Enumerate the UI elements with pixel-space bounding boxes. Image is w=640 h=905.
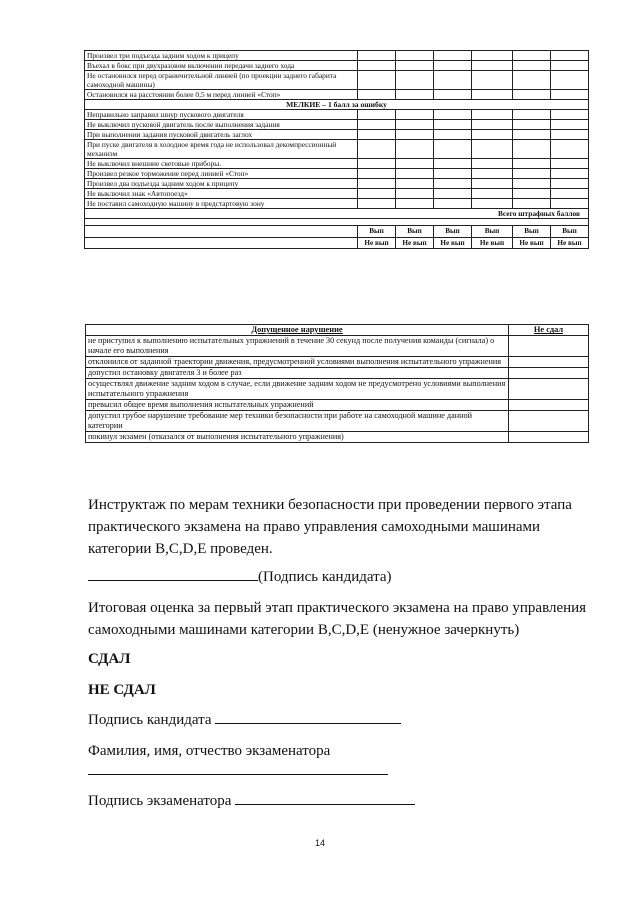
violation-mark-cell <box>509 411 589 432</box>
score-cell <box>513 169 551 179</box>
violation-row <box>86 368 589 379</box>
score-cell <box>434 159 472 169</box>
score-cell <box>551 189 589 199</box>
result-pass-row <box>85 226 589 238</box>
score-cell <box>513 110 551 120</box>
result-fail-label: Не вып <box>551 237 589 249</box>
score-cell <box>472 61 513 71</box>
score-cell <box>551 120 589 130</box>
result-fail-row <box>85 237 589 249</box>
score-cell <box>472 110 513 120</box>
score-cell <box>472 130 513 140</box>
penalty-row <box>85 169 589 179</box>
violation-description: допустил остановку двигателя 3 и более раз <box>86 368 509 379</box>
score-cell <box>396 110 434 120</box>
total-row <box>85 209 589 219</box>
score-cell <box>472 140 513 159</box>
examiner-name-field <box>88 760 588 782</box>
score-cell <box>472 159 513 169</box>
penalty-row <box>85 189 589 199</box>
score-cell <box>396 140 434 159</box>
score-cell <box>358 199 396 209</box>
examiner-name-underline <box>88 774 388 775</box>
score-cell <box>434 140 472 159</box>
score-cell <box>513 189 551 199</box>
score-cell <box>434 71 472 90</box>
violation-row <box>86 400 589 411</box>
penalty-row <box>85 140 589 159</box>
score-cell <box>551 130 589 140</box>
violation-header: Допущенное нарушение <box>86 325 509 336</box>
score-cell <box>434 61 472 71</box>
score-cell <box>358 189 396 199</box>
penalty-row <box>85 51 589 61</box>
page-number: 14 <box>314 838 325 848</box>
score-cell <box>434 90 472 100</box>
score-cell <box>551 169 589 179</box>
candidate-signature-label: Подпись кандидата <box>88 712 212 728</box>
score-cell <box>551 179 589 189</box>
score-cell <box>358 90 396 100</box>
penalty-row <box>85 159 589 169</box>
score-cell <box>358 71 396 90</box>
penalty-description: Въехал в бокс при двухразовом включении передачи заднего хода <box>85 61 358 71</box>
penalty-row <box>85 199 589 209</box>
score-cell <box>513 199 551 209</box>
candidate-signature-field <box>88 709 588 731</box>
penalty-description: Не остановился перед ограничительной линией (по проекции заднего габарита самоходной машины) <box>85 71 358 90</box>
score-cell <box>358 169 396 179</box>
violation-description: не приступил к выполнению испытательных упражнений в течение 30 секунд после получения команды (сигнала) о начале его выполнения <box>86 336 509 357</box>
score-cell <box>434 199 472 209</box>
penalty-description: Не выключил знак «Автопоезд» <box>85 189 358 199</box>
score-cell <box>396 71 434 90</box>
candidate-signature-underline <box>215 723 401 724</box>
violation-description: отклонился от заданной траектории движения, предусмотренной условиями выполнения испытательного упражнения <box>86 357 509 368</box>
score-cell <box>472 199 513 209</box>
violation-row <box>86 379 589 400</box>
score-cell <box>396 179 434 189</box>
score-cell <box>551 51 589 61</box>
score-cell <box>513 120 551 130</box>
score-cell <box>396 199 434 209</box>
score-cell <box>434 179 472 189</box>
result-label-cell <box>85 237 358 249</box>
score-cell <box>434 110 472 120</box>
penalty-description: Произвел три подъезда задним ходом к прицепу <box>85 51 358 61</box>
score-cell <box>472 90 513 100</box>
violation-description: покинул экзамен (отказался от выполнения испытательного упражнения) <box>86 432 509 443</box>
score-cell <box>513 90 551 100</box>
total-penalty-label: Всего штрафных баллов <box>85 209 589 219</box>
score-cell <box>472 179 513 189</box>
penalty-row <box>85 130 589 140</box>
result-pass-label: Вып <box>358 226 396 238</box>
penalty-description: Остановился на расстоянии более 0,5 м перед линией «Стоп» <box>85 90 358 100</box>
score-cell <box>396 120 434 130</box>
penalty-row <box>85 120 589 130</box>
penalty-description: Неправильно заправил шнур пускового двигателя <box>85 110 358 120</box>
violation-mark-cell <box>509 368 589 379</box>
violation-mark-cell <box>509 400 589 411</box>
score-cell <box>472 51 513 61</box>
candidate-signature-caption: (Подпись кандидата) <box>258 569 392 585</box>
score-cell <box>513 51 551 61</box>
result-fail-label: Не вып <box>434 237 472 249</box>
result-fail-label: Не вып <box>358 237 396 249</box>
passed-option: СДАЛ <box>88 651 131 667</box>
score-cell <box>472 169 513 179</box>
penalty-description: Не выключил пусковой двигатель после выполнения задания <box>85 120 358 130</box>
result-fail-label: Не вып <box>396 237 434 249</box>
section-row <box>85 100 589 110</box>
result-pass-label: Вып <box>472 226 513 238</box>
penalty-description: При пуске двигателя в холодное время года не использовал декомпрессионный механизм <box>85 140 358 159</box>
score-cell <box>551 110 589 120</box>
score-cell <box>358 159 396 169</box>
score-cell <box>396 90 434 100</box>
result-pass-label: Вып <box>513 226 551 238</box>
score-cell <box>434 120 472 130</box>
section-small-errors: МЕЛКИЕ – 1 балл за ошибку <box>85 100 589 110</box>
score-cell <box>358 61 396 71</box>
violation-row <box>86 336 589 357</box>
score-cell <box>513 159 551 169</box>
penalty-row <box>85 61 589 71</box>
score-cell <box>396 130 434 140</box>
total-value-row <box>85 219 589 226</box>
penalty-description: Не поставил самоходную машину в предстартовую зону <box>85 199 358 209</box>
penalty-description: При выполнении задания пусковой двигатель заглох <box>85 130 358 140</box>
final-grade-text: Итоговая оценка за первый этап практического экзамена на право управления самоходными машинами категории B,C,D,E (ненужное зачеркнуть) <box>88 600 587 638</box>
result-pass-label: Вып <box>396 226 434 238</box>
score-cell <box>358 130 396 140</box>
penalty-row <box>85 179 589 189</box>
instruction-text: Инструктаж по мерам техники безопасности при проведении первого этапа практического экзамена на право управления самоходными машинами категории B,C,D,E проведен. <box>88 497 572 557</box>
penalty-table <box>84 50 589 249</box>
score-cell <box>551 61 589 71</box>
examiner-signature-underline <box>235 804 415 805</box>
score-cell <box>396 159 434 169</box>
examiner-signature-label: Подпись экзаменатора <box>88 793 232 809</box>
violation-description: осуществлял движение задним ходом в случае, если движение задним ходом не предусмотрено условиями выполнения испытательного упражнения <box>86 379 509 400</box>
penalty-row <box>85 90 589 100</box>
penalty-description: Произвел два подъезда задним ходом к прицепу <box>85 179 358 189</box>
score-cell <box>434 169 472 179</box>
violations-table <box>85 324 589 443</box>
score-cell <box>358 179 396 189</box>
score-cell <box>513 140 551 159</box>
violation-mark-cell <box>509 336 589 357</box>
result-fail-label: Не вып <box>513 237 551 249</box>
score-cell <box>396 61 434 71</box>
score-cell <box>396 189 434 199</box>
candidate-signature-line <box>88 566 588 588</box>
score-cell <box>396 169 434 179</box>
score-cell <box>434 51 472 61</box>
penalty-row <box>85 71 589 90</box>
violation-mark-cell <box>509 432 589 443</box>
failed-option: НЕ СДАЛ <box>88 682 156 698</box>
penalty-row <box>85 110 589 120</box>
score-cell <box>472 71 513 90</box>
score-cell <box>358 120 396 130</box>
result-pass-label: Вып <box>551 226 589 238</box>
score-cell <box>551 199 589 209</box>
score-cell <box>551 71 589 90</box>
score-cell <box>551 140 589 159</box>
penalty-description: Произвел резкое торможение перед линией «Стоп» <box>85 169 358 179</box>
score-cell <box>513 71 551 90</box>
violation-mark-cell <box>509 379 589 400</box>
score-cell <box>358 140 396 159</box>
score-cell <box>434 189 472 199</box>
result-fail-label: Не вып <box>472 237 513 249</box>
score-cell <box>472 189 513 199</box>
violation-row <box>86 357 589 368</box>
violation-description: превысил общее время выполнения испытательных упражнений <box>86 400 509 411</box>
result-label-cell <box>85 226 358 238</box>
score-cell <box>551 90 589 100</box>
score-cell <box>513 179 551 189</box>
score-cell <box>551 159 589 169</box>
score-cell <box>358 110 396 120</box>
examiner-signature-field <box>88 790 588 812</box>
violation-row <box>86 432 589 443</box>
result-pass-label: Вып <box>434 226 472 238</box>
result-header: Не сдал <box>509 325 589 336</box>
score-cell <box>396 51 434 61</box>
total-value-cell <box>85 219 589 226</box>
signature-underline <box>88 580 258 581</box>
score-cell <box>513 130 551 140</box>
score-cell <box>513 61 551 71</box>
score-cell <box>472 120 513 130</box>
score-cell <box>358 51 396 61</box>
violation-row <box>86 411 589 432</box>
examiner-name-label: Фамилия, имя, отчество экзаменатора <box>88 743 331 759</box>
violation-description: допустил грубое нарушение требование мер техники безопасности при работе на самоходной машине данной категории <box>86 411 509 432</box>
violation-mark-cell <box>509 357 589 368</box>
penalty-description: Не выключил внешние световые приборы. <box>85 159 358 169</box>
score-cell <box>434 130 472 140</box>
